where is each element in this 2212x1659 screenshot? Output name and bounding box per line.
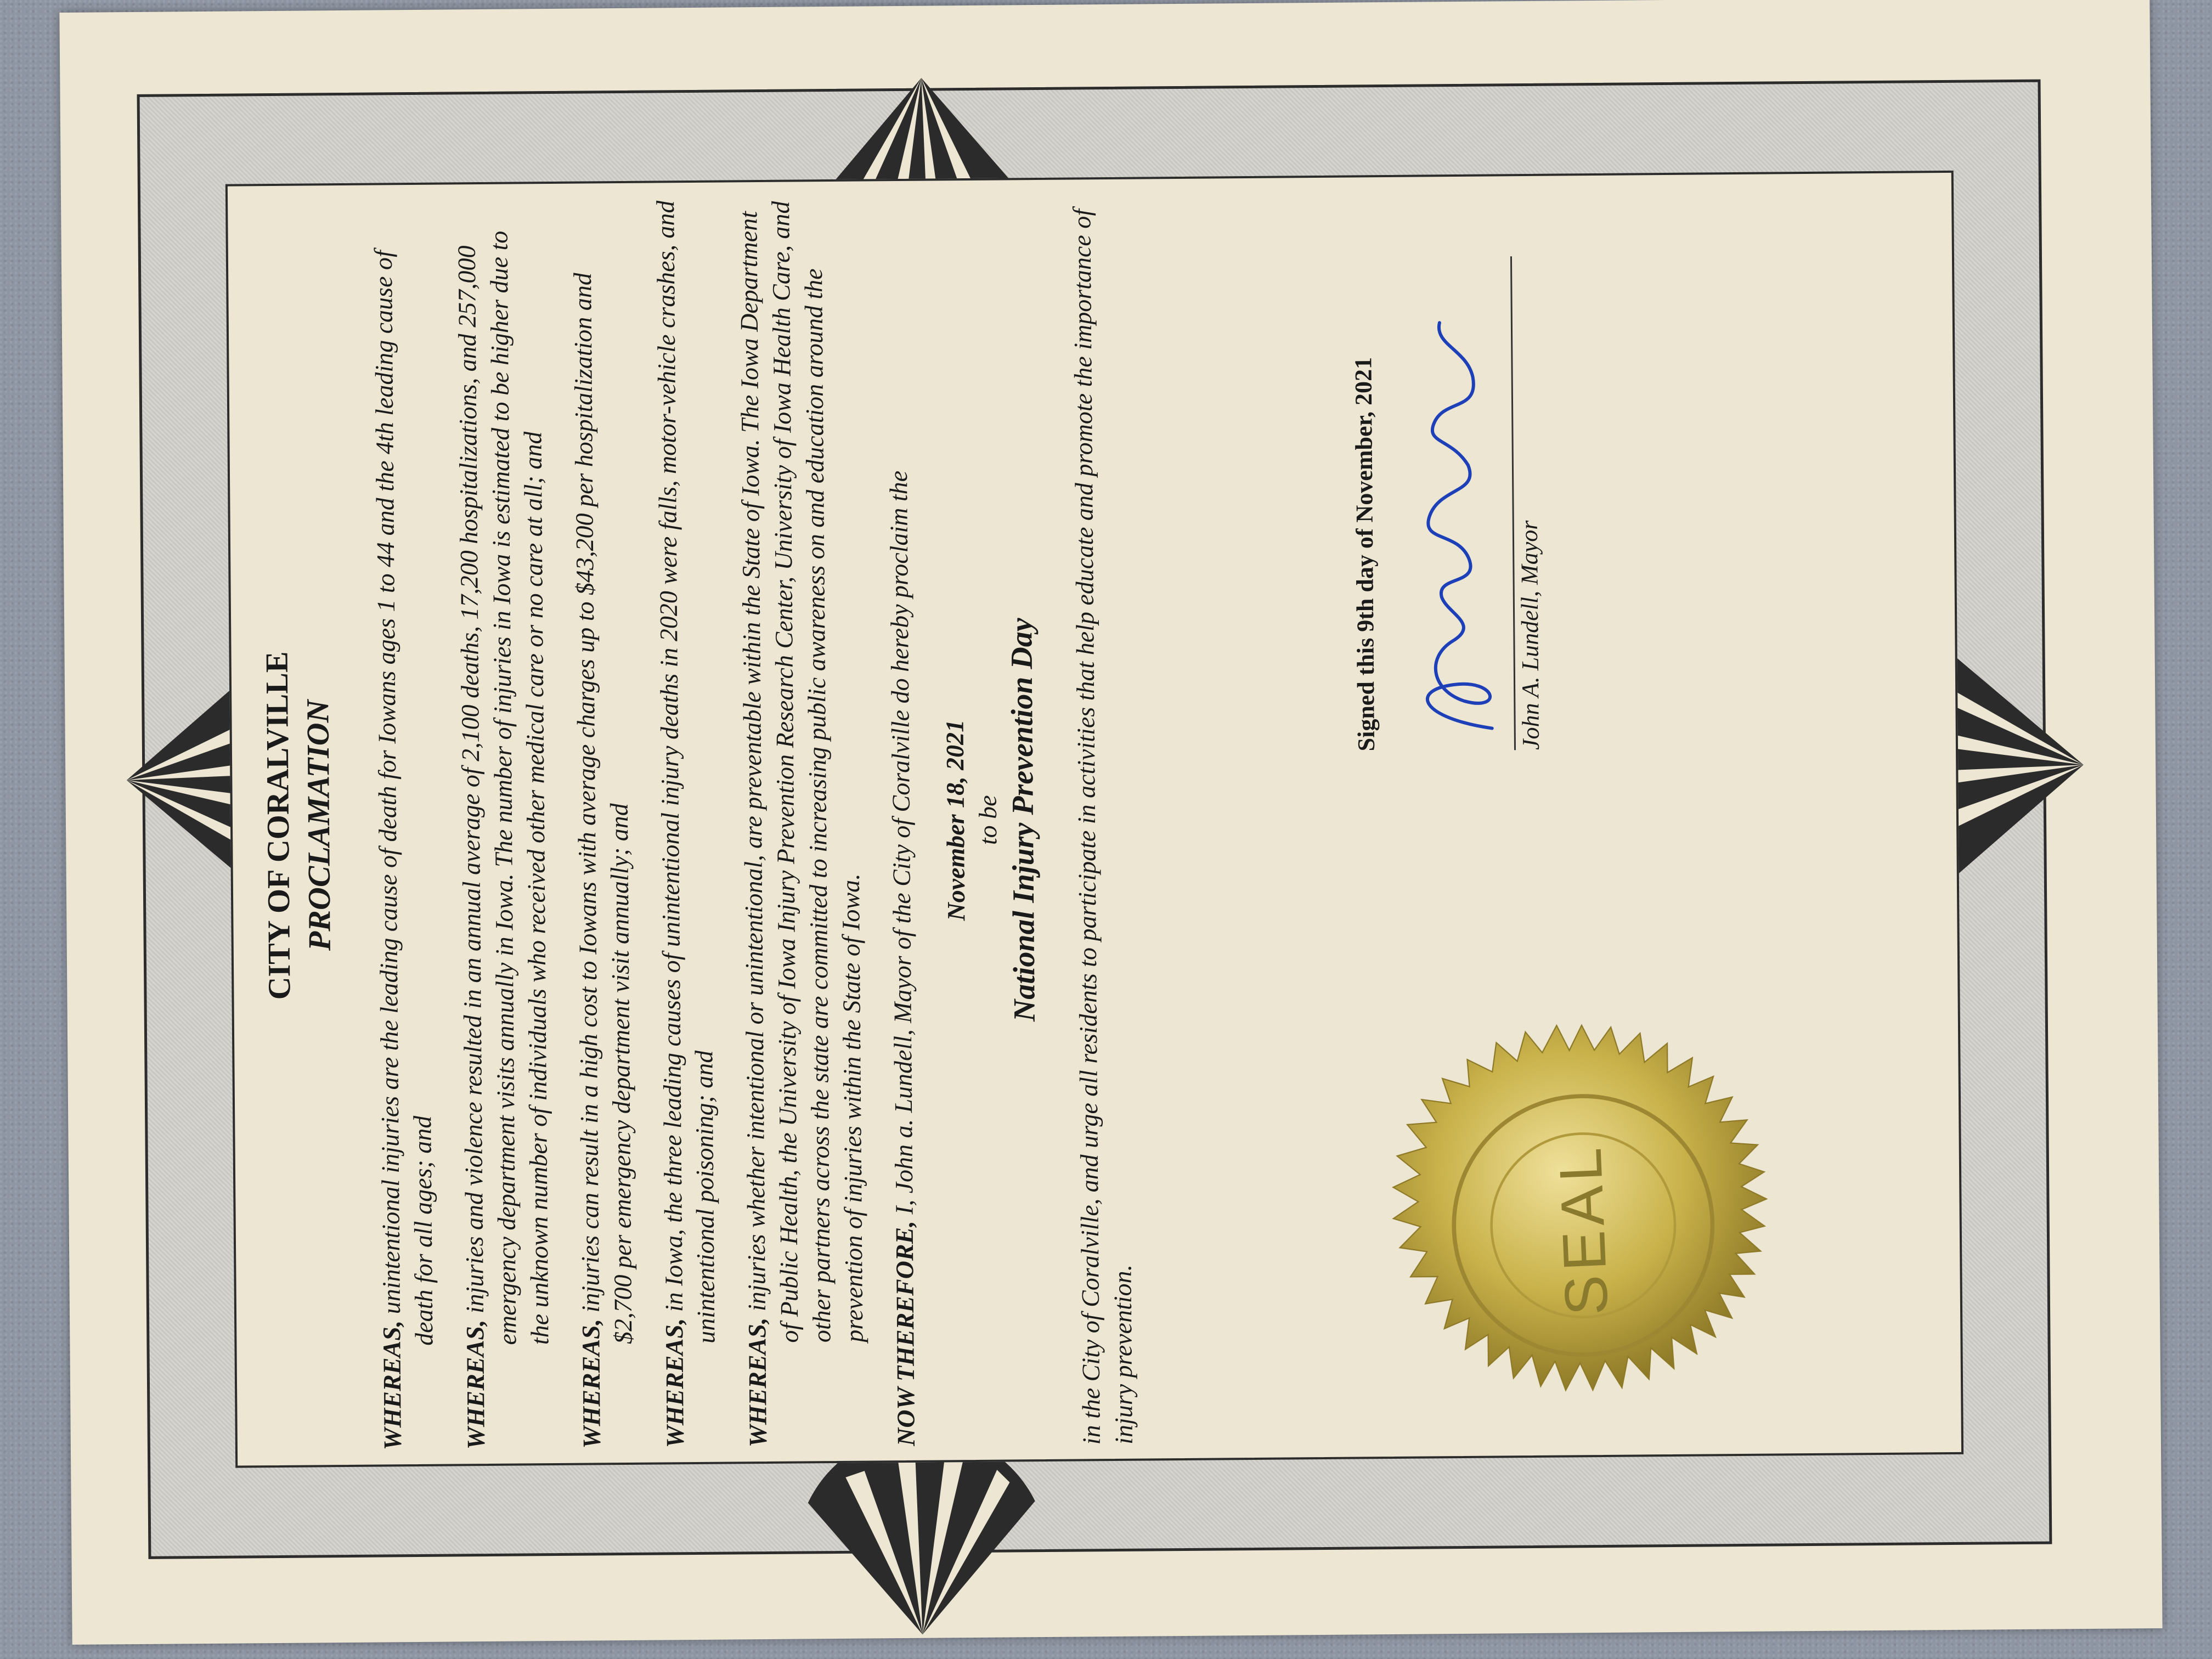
clause-lead: WHEREAS,: [576, 1318, 606, 1449]
clause-text: injuries and violence resulted in an annual average of 2,100 deaths, 17,200 hospitalizations, and 257,000 emergency department visits annually in Iowa. The number of injuries in Iowa is estimated to be higher due to the unknown number of individuals who received other medical care or no care at all; and: [452, 230, 554, 1345]
whereas-clause-5: [732, 196, 871, 1448]
proclamation-date: November 18, 2021: [940, 719, 970, 921]
whereas-clause-2: [450, 198, 557, 1449]
city-heading: CITY OF CORALVILLE: [258, 651, 297, 1000]
clause-text: unintentional injuries are the leading cause of death for Iowans ages 1 to 44 and the 4th leading cause of death for all ages; and: [369, 250, 438, 1346]
now-therefore-clause: [881, 195, 923, 1446]
clause-lead: WHEREAS,: [659, 1318, 689, 1448]
clause-lead: WHEREAS,: [377, 1320, 407, 1451]
clause-lead: WHEREAS,: [743, 1317, 772, 1448]
whereas-clause-1: [368, 199, 442, 1451]
to-be-line: to be: [973, 795, 1002, 845]
signed-date-line: Signed this 9th day of November, 2021: [1350, 357, 1380, 752]
mayor-name-title: John A. Lundell, Mayor: [1515, 520, 1544, 751]
clause-lead: NOW THEREFORE,: [890, 1221, 920, 1447]
closing-paragraph: in the City of Coralville, and urge all residents to participate in activities that help educate and promote the importance of injury prevention.: [1068, 208, 1138, 1445]
proclamation-paper: [59, 0, 2162, 1645]
day-name: National Injury Prevention Day: [1005, 618, 1042, 1022]
gold-foil-seal: [1373, 1019, 1793, 1440]
whereas-clause-3: [566, 198, 641, 1449]
signature-line: [1384, 256, 1516, 751]
clause-lead: WHEREAS,: [461, 1319, 490, 1450]
signature-block: [1347, 256, 1547, 752]
seal-label: SEAL: [1545, 1142, 1621, 1317]
whereas-clause-4: [650, 197, 724, 1448]
handwritten-signature: [1384, 256, 1514, 751]
clause-text: I, John a. Lundell, Mayor of the City of Coralville do hereby proclaim the: [884, 470, 918, 1215]
clause-text: injuries whether intentional or unintentional, are preventable within the State of Iowa. The Iowa Department of Public Health, the University of Iowa Injury Prevention Research Center, University of Iowa Health Care, and other partners across the state are committed to increasing public awareness on and education around the prevention of injuries within the State of Iowa.: [734, 201, 868, 1343]
clause-text: injuries can result in a high cost to Iowans with average charges up to $43,200 per hospitalization and $2,700 per emergency department visit annually; and: [568, 273, 637, 1345]
clause-text: in Iowa, the three leading causes of unintentional injury deaths in 2020 were falls, motor-vehicle crashes, and unintentional poisoning; and: [651, 200, 720, 1344]
proclamation-heading: PROCLAMATION: [300, 699, 338, 951]
